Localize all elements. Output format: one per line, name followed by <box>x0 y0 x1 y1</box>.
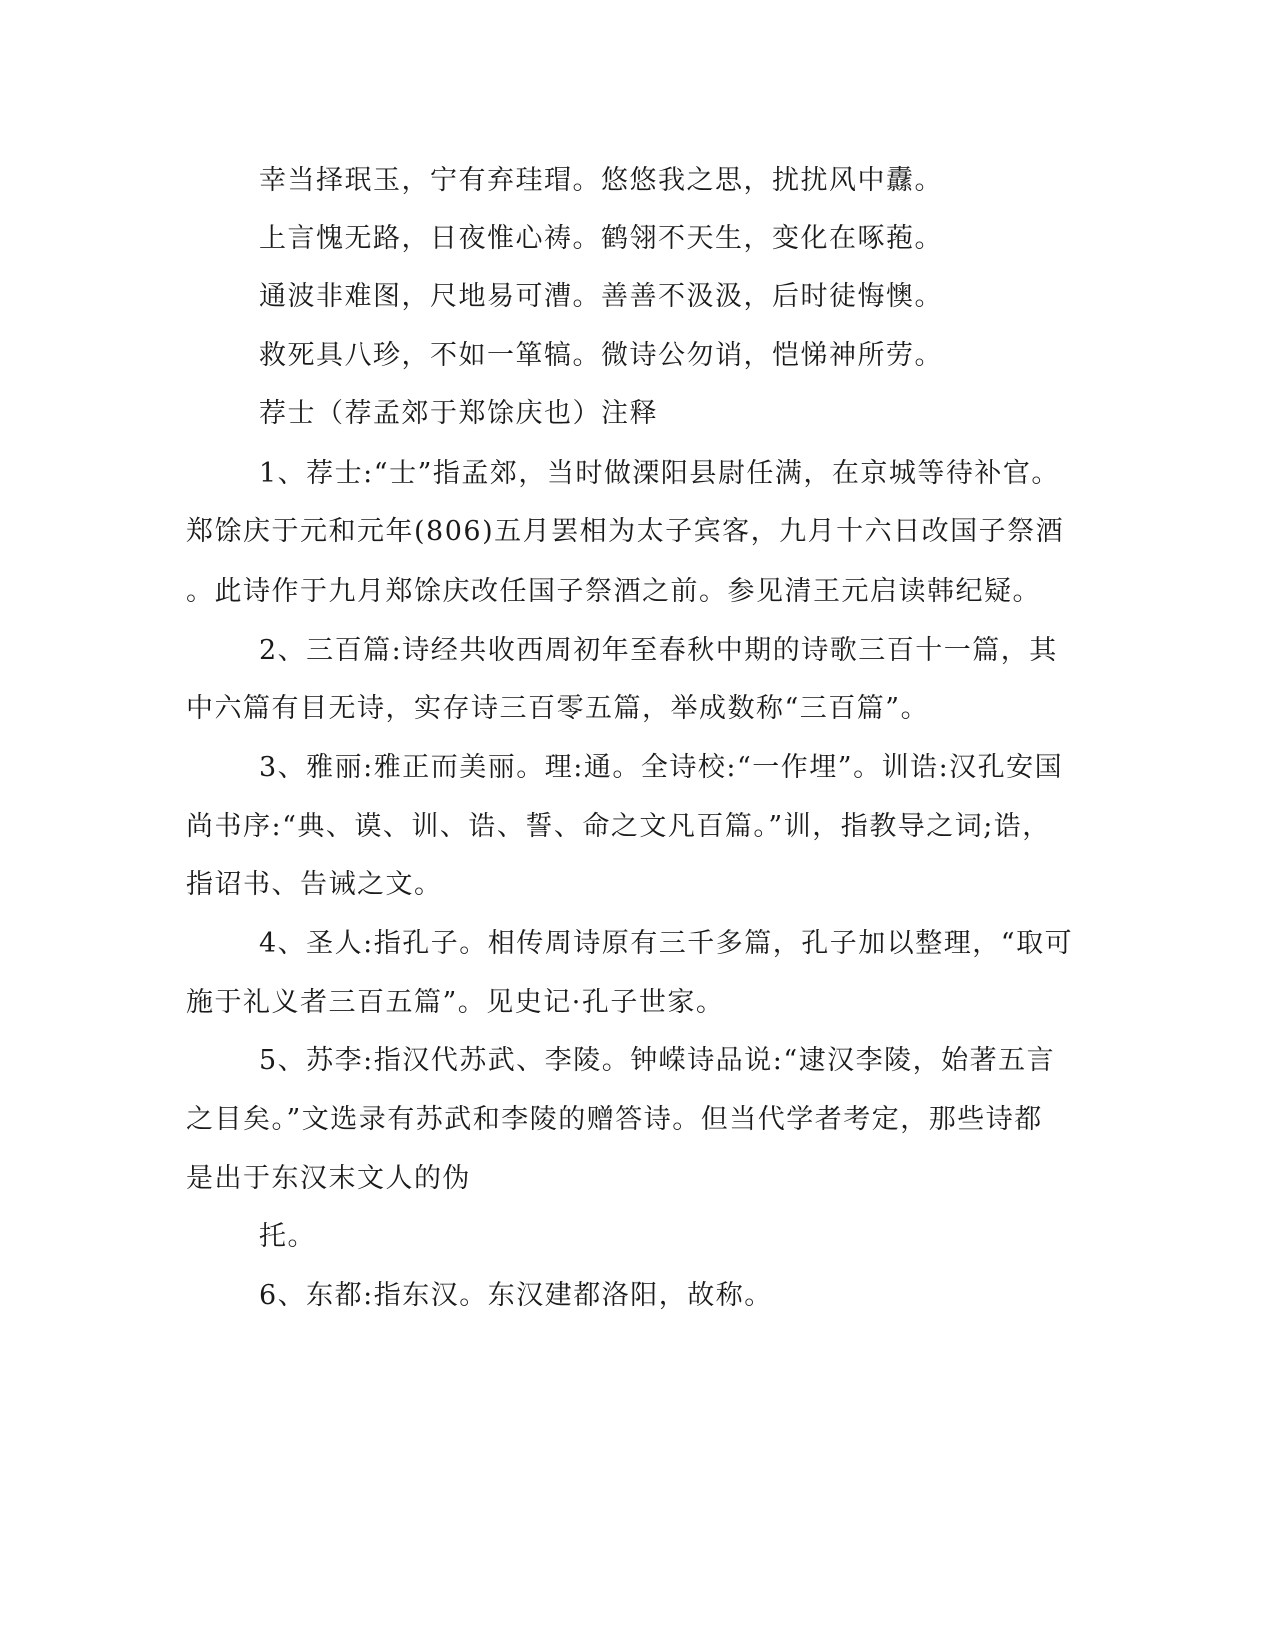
note-2-line-2: 中六篇有目无诗，实存诗三百零五篇，举成数称“三百篇”。 <box>186 693 930 724</box>
poem-line-4: 救死具八珍，不如一箪犒。微诗公勿诮，恺悌神所劳。 <box>259 340 943 371</box>
note-5-line-2: 之目矣。”文选录有苏武和李陵的赠答诗。但当代学者考定，那些诗都 <box>186 1104 1043 1135</box>
poem-line-2: 上言愧无路，日夜惟心祷。鹤翎不天生，变化在啄菢。 <box>259 223 943 254</box>
note-1-line-1: 1、荐士:“士”指孟郊，当时做溧阳县尉任满，在京城等待补官。 <box>259 458 1060 489</box>
poem-line-1: 幸当择珉玉，宁有弃珪瑁。悠悠我之思，扰扰风中纛。 <box>259 165 943 196</box>
note-5-line-1: 5、苏李:指汉代苏武、李陵。钟嵘诗品说:“逮汉李陵，始著五言 <box>259 1045 1056 1076</box>
note-3-line-3: 指诏书、告诫之文。 <box>186 869 443 900</box>
note-1-line-2: 郑馀庆于元和元年(806)五月罢相为太子宾客，九月十六日改国子祭酒 <box>186 516 1065 547</box>
note-4-line-2: 施于礼义者三百五篇”。见史记·孔子世家。 <box>186 987 725 1018</box>
poem-line-3: 通波非难图，尺地易可漕。善善不汲汲，后时徒悔懊。 <box>259 281 943 312</box>
note-6-line-1: 6、东都:指东汉。东汉建都洛阳，故称。 <box>259 1280 773 1311</box>
note-3-line-2: 尚书序:“典、谟、训、诰、誓、命之文凡百篇。”训，指教导之词;诰， <box>186 811 1051 842</box>
note-5-line-3: 是出于东汉末文人的伪 <box>186 1163 471 1194</box>
note-4-line-1: 4、圣人:指孔子。相传周诗原有三千多篇，孔子加以整理，“取可 <box>259 928 1074 959</box>
notes-heading: 荐士（荐孟郊于郑馀庆也）注释 <box>259 398 658 429</box>
note-5-line-4: 托。 <box>259 1221 316 1252</box>
note-3-line-1: 3、雅丽:雅正而美丽。理:通。全诗校:“一作埋”。训诰:汉孔安国 <box>259 752 1064 783</box>
note-1-line-3: 。此诗作于九月郑馀庆改任国子祭酒之前。参见清王元启读韩纪疑。 <box>186 576 1041 607</box>
note-2-line-1: 2、三百篇:诗经共收西周初年至春秋中期的诗歌三百十一篇，其 <box>259 635 1058 666</box>
